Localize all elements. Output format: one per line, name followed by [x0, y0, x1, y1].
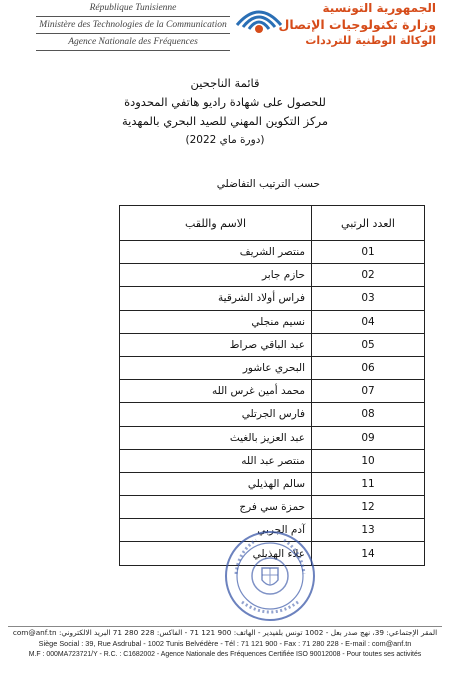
title-line-3: مركز التكوين المهني للصيد البحري بالمهدية: [121, 114, 328, 128]
rank-header: العدد الرتبي: [312, 206, 425, 241]
rank-cell: 01: [312, 241, 425, 264]
table-row: [120, 380, 425, 403]
name-cell: نسيم منجلي: [120, 310, 312, 333]
table-row: [120, 426, 425, 449]
name-cell: عبد العزيز بالغيث: [120, 426, 312, 449]
table-row: [120, 241, 425, 264]
table-row: [120, 356, 425, 379]
rank-cell: 04: [312, 310, 425, 333]
ranking-note: حسب الترتيب التفاضلي: [216, 178, 320, 190]
republic-name-ar: الجمهورية التونسية: [322, 1, 436, 15]
header-french: [28, 2, 238, 53]
rank-cell: 14: [312, 542, 425, 565]
table-row: [120, 264, 425, 287]
results-table: [119, 205, 425, 566]
rank-cell: 08: [312, 403, 425, 426]
table-header-row: [120, 206, 425, 241]
footer-legal: M.F : 000MA723721/Y - R.C. : C1682002 - Agence Nationale des Fréquences Certifiée ISO 90012008 - Pour toutes ses activités: [28, 651, 422, 658]
table-row: [120, 449, 425, 472]
header-arabic: [276, 0, 436, 48]
rank-cell: 05: [312, 333, 425, 356]
document-title: [0, 74, 450, 150]
table-row: [120, 496, 425, 519]
name-cell: حمزة سي فرج: [120, 496, 312, 519]
rank-cell: 02: [312, 264, 425, 287]
table-row: [120, 472, 425, 495]
name-cell: منتصر عبد الله: [120, 449, 312, 472]
ministry-name-ar: وزارة تكنولوجيات الإتصال: [278, 17, 436, 32]
rank-cell: 09: [312, 426, 425, 449]
rank-cell: 13: [312, 519, 425, 542]
rank-cell: 06: [312, 356, 425, 379]
table-body: [120, 241, 425, 566]
name-cell: آدم الجربي: [120, 519, 312, 542]
table-row: [120, 333, 425, 356]
footer: [0, 626, 450, 660]
rank-cell: 03: [312, 287, 425, 310]
footer-address-fr: Siège Social : 39, Rue Asdrubal - 1002 Tunis Belvédère - Tél : 71 121 900 - Fax : 71 280 228 - E-mail : com@anf.tn: [38, 639, 412, 648]
agency-name: Agence Nationale des Fréquences: [36, 36, 230, 51]
table-row: [120, 403, 425, 426]
rank-cell: 10: [312, 449, 425, 472]
name-cell: حازم جابر: [120, 264, 312, 287]
table-row: [120, 310, 425, 333]
rank-cell: 07: [312, 380, 425, 403]
agency-name-ar: الوكالة الوطنية للترددات: [305, 34, 436, 47]
ministry-name: Ministère des Technologies de la Communication: [36, 19, 230, 34]
name-cell: فراس أولاد الشرقية: [120, 287, 312, 310]
footer-address-ar: المقر الإجتماعي: 39، نهج صدر بعل - 1002 تونس بلفيدير - الهاتف: 900 121 71 - الفاكس: 228 280 71 البريد الالكتروني: com@anf.tn: [12, 628, 438, 637]
name-cell: محمد أمين غرس الله: [120, 380, 312, 403]
name-cell: سالم الهذيلي: [120, 472, 312, 495]
title-line-2: للحصول على شهادة راديو هاتفي المحدودة: [124, 95, 326, 109]
title-line-1: قائمة الناجحين: [190, 76, 260, 90]
name-header: الاسم واللقب: [120, 206, 312, 241]
name-cell: عبد الباقي صراط: [120, 333, 312, 356]
name-cell: منتصر الشريف: [120, 241, 312, 264]
name-cell: البحري عاشور: [120, 356, 312, 379]
name-cell: فارس الجرتلي: [120, 403, 312, 426]
table-row: [120, 287, 425, 310]
republic-name: République Tunisienne: [36, 2, 230, 17]
official-stamp: [222, 528, 318, 624]
rank-cell: 11: [312, 472, 425, 495]
session-date: (دورة ماي 2022): [185, 134, 265, 146]
name-cell: علاء الهذيلي: [120, 542, 312, 565]
rank-cell: 12: [312, 496, 425, 519]
